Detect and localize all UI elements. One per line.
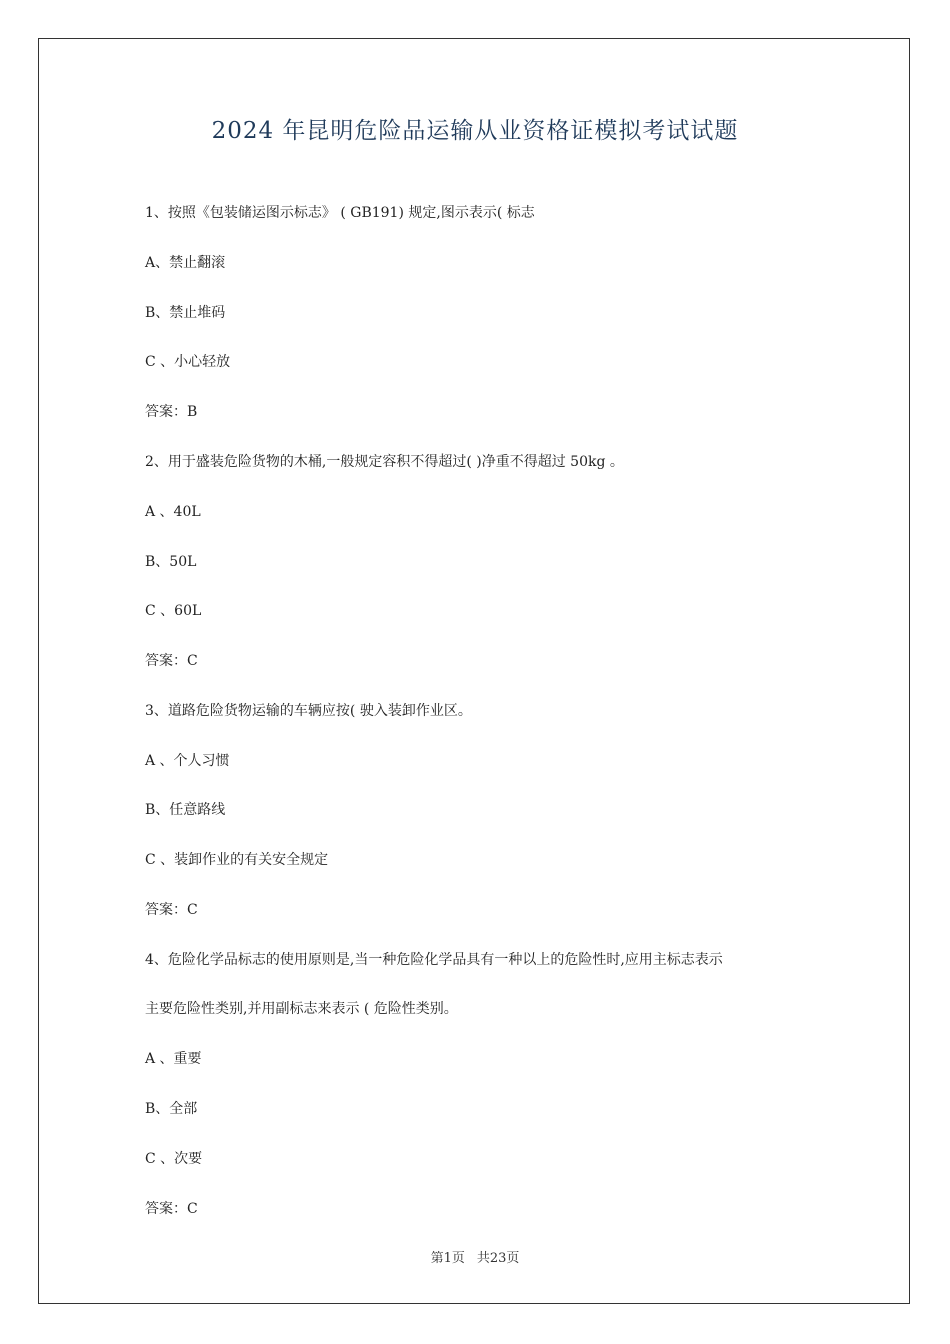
question-4-answer: 答案：C (145, 1201, 198, 1217)
page-footer (0, 1247, 950, 1266)
question-1-option-a: A、禁止翻滚 (145, 255, 226, 271)
question-2-option-c: C 、60L (145, 603, 202, 619)
question-1-stem: 1、按照《包装储运图示标志》 ( GB191) 规定,图示表示( 标志 (145, 205, 535, 221)
question-1-option-c: C 、小心轻放 (145, 354, 231, 370)
question-2-option-b: B、50L (145, 554, 197, 570)
question-4-option-b: B、全部 (145, 1101, 198, 1117)
question-1-option-b: B、禁止堆码 (145, 305, 226, 321)
question-1-answer: 答案：B (145, 404, 198, 420)
question-4-stem-continued: 主要危险性类别,并用副标志来表示 ( 危险性类别。 (145, 1001, 458, 1017)
question-3-answer: 答案：C (145, 902, 198, 918)
question-3-stem: 3、道路危险货物运输的车辆应按( 驶入装卸作业区。 (145, 703, 472, 719)
question-3-option-c: C 、装卸作业的有关安全规定 (145, 852, 329, 868)
page-number: 第1页 (430, 1251, 465, 1266)
question-4-option-a: A 、重要 (145, 1051, 202, 1067)
question-2-option-a: A 、40L (145, 504, 201, 520)
question-2-stem: 2、用于盛装危险货物的木桶,一般规定容积不得超过( )净重不得超过 50kg 。 (145, 454, 624, 470)
page-total: 共23页 (476, 1251, 520, 1266)
question-3-option-b: B、任意路线 (145, 802, 226, 818)
question-2-answer: 答案：C (145, 653, 198, 669)
document-title: 2024 年昆明危险品运输从业资格证模拟考试试题 (211, 118, 739, 144)
question-3-option-a: A 、个人习惯 (145, 753, 230, 769)
question-4-stem: 4、危险化学品标志的使用原则是,当一种危险化学品具有一种以上的危险性时,应用主标志表示 (145, 952, 723, 968)
question-4-option-c: C 、次要 (145, 1151, 203, 1167)
